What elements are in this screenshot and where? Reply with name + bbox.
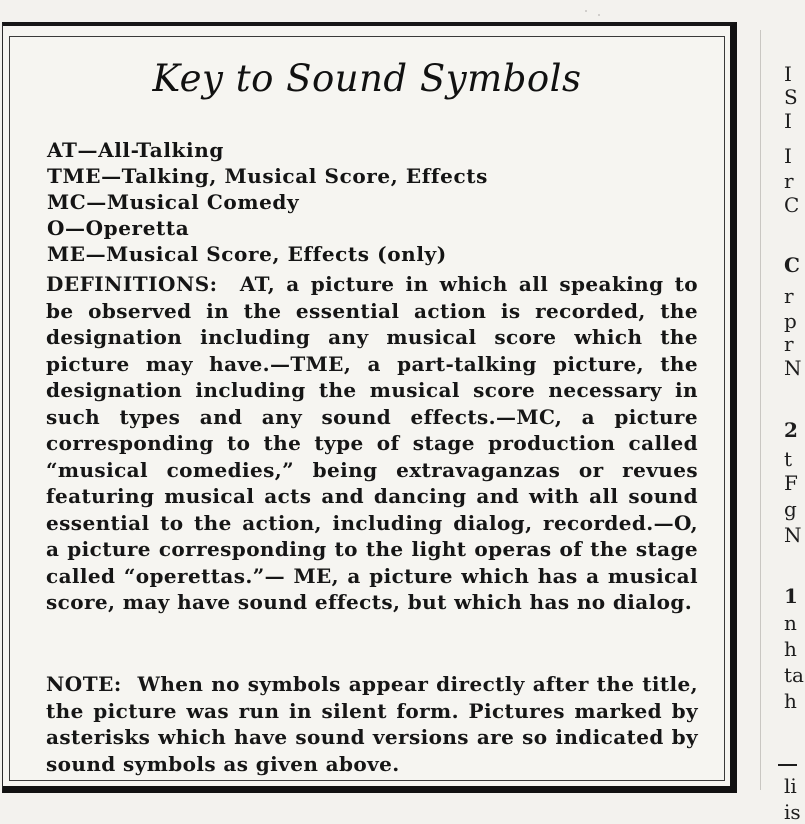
paper-speck [598, 14, 600, 16]
symbol-list [47, 137, 488, 267]
box-title: Key to Sound Symbols [152, 57, 582, 100]
column-fragment: g [784, 497, 797, 521]
column-fragment: h [784, 689, 797, 713]
column-fragment: N [784, 356, 802, 380]
column-fragment: N [784, 523, 802, 547]
column-fragment: S [784, 85, 798, 109]
column-rule [778, 764, 797, 766]
symbol-mc: MC—Musical Comedy [47, 190, 300, 214]
definitions-text: AT, a picture in which all speaking to be observed in the essential action is recorded, the designation including any musical score which the picture may have.—TME, a part-talking picture, the designation including the musical score necessary in such types and any sound effects.—MC, a picture corresponding to the type of stage production called “musical comedies,” being extravaganzas or revues featuring musical acts and dancing and with all sound essential to the action, including dialog, recorded.—O, a picture corresponding to the light operas of the stage called “operettas.”— ME, a picture which has a musical score, may have sound effects, but which has no dialog. [46, 272, 698, 614]
symbol-at: AT—All-Talking [47, 138, 224, 162]
paper-speck [585, 10, 587, 12]
symbol-o: O—Operetta [47, 216, 190, 240]
column-fragment: 1 [784, 584, 798, 608]
column-fragment: I [784, 144, 792, 168]
definitions-label: DEFINITIONS: [46, 272, 218, 296]
note-paragraph [46, 671, 698, 777]
column-fragment: r [784, 169, 794, 193]
note-label: NOTE: [46, 672, 122, 696]
column-fragment: ta [784, 663, 804, 687]
definitions-paragraph [46, 271, 698, 616]
symbol-tme: TME—Talking, Musical Score, Effects [47, 164, 488, 188]
symbol-me: ME—Musical Score, Effects (only) [47, 242, 447, 266]
column-fragment: r [784, 332, 794, 356]
column-fragment: 2 [784, 418, 798, 442]
column-fragment: r [784, 284, 794, 308]
column-fragment: h [784, 637, 797, 661]
note-text: When no symbols appear directly after the title, the picture was run in silent form. Pictures marked by asterisks which have sound versions are so indicated by sound symbols as given above. [46, 672, 698, 776]
column-fragment: t [784, 447, 793, 471]
column-fragment: I [784, 109, 792, 133]
column-fragment: C [784, 193, 800, 217]
column-fragment: C [784, 253, 800, 277]
column-divider [760, 30, 761, 790]
column-fragment: n [784, 611, 797, 635]
column-fragment: F [784, 471, 798, 495]
column-fragment: p [784, 309, 797, 333]
column-fragment: li [784, 774, 797, 798]
column-fragment: is [784, 800, 801, 824]
box-inner-border [9, 36, 725, 781]
column-fragment: I [784, 62, 792, 86]
sound-symbols-key-box [2, 22, 737, 793]
adjacent-column-fragments [775, 0, 805, 824]
